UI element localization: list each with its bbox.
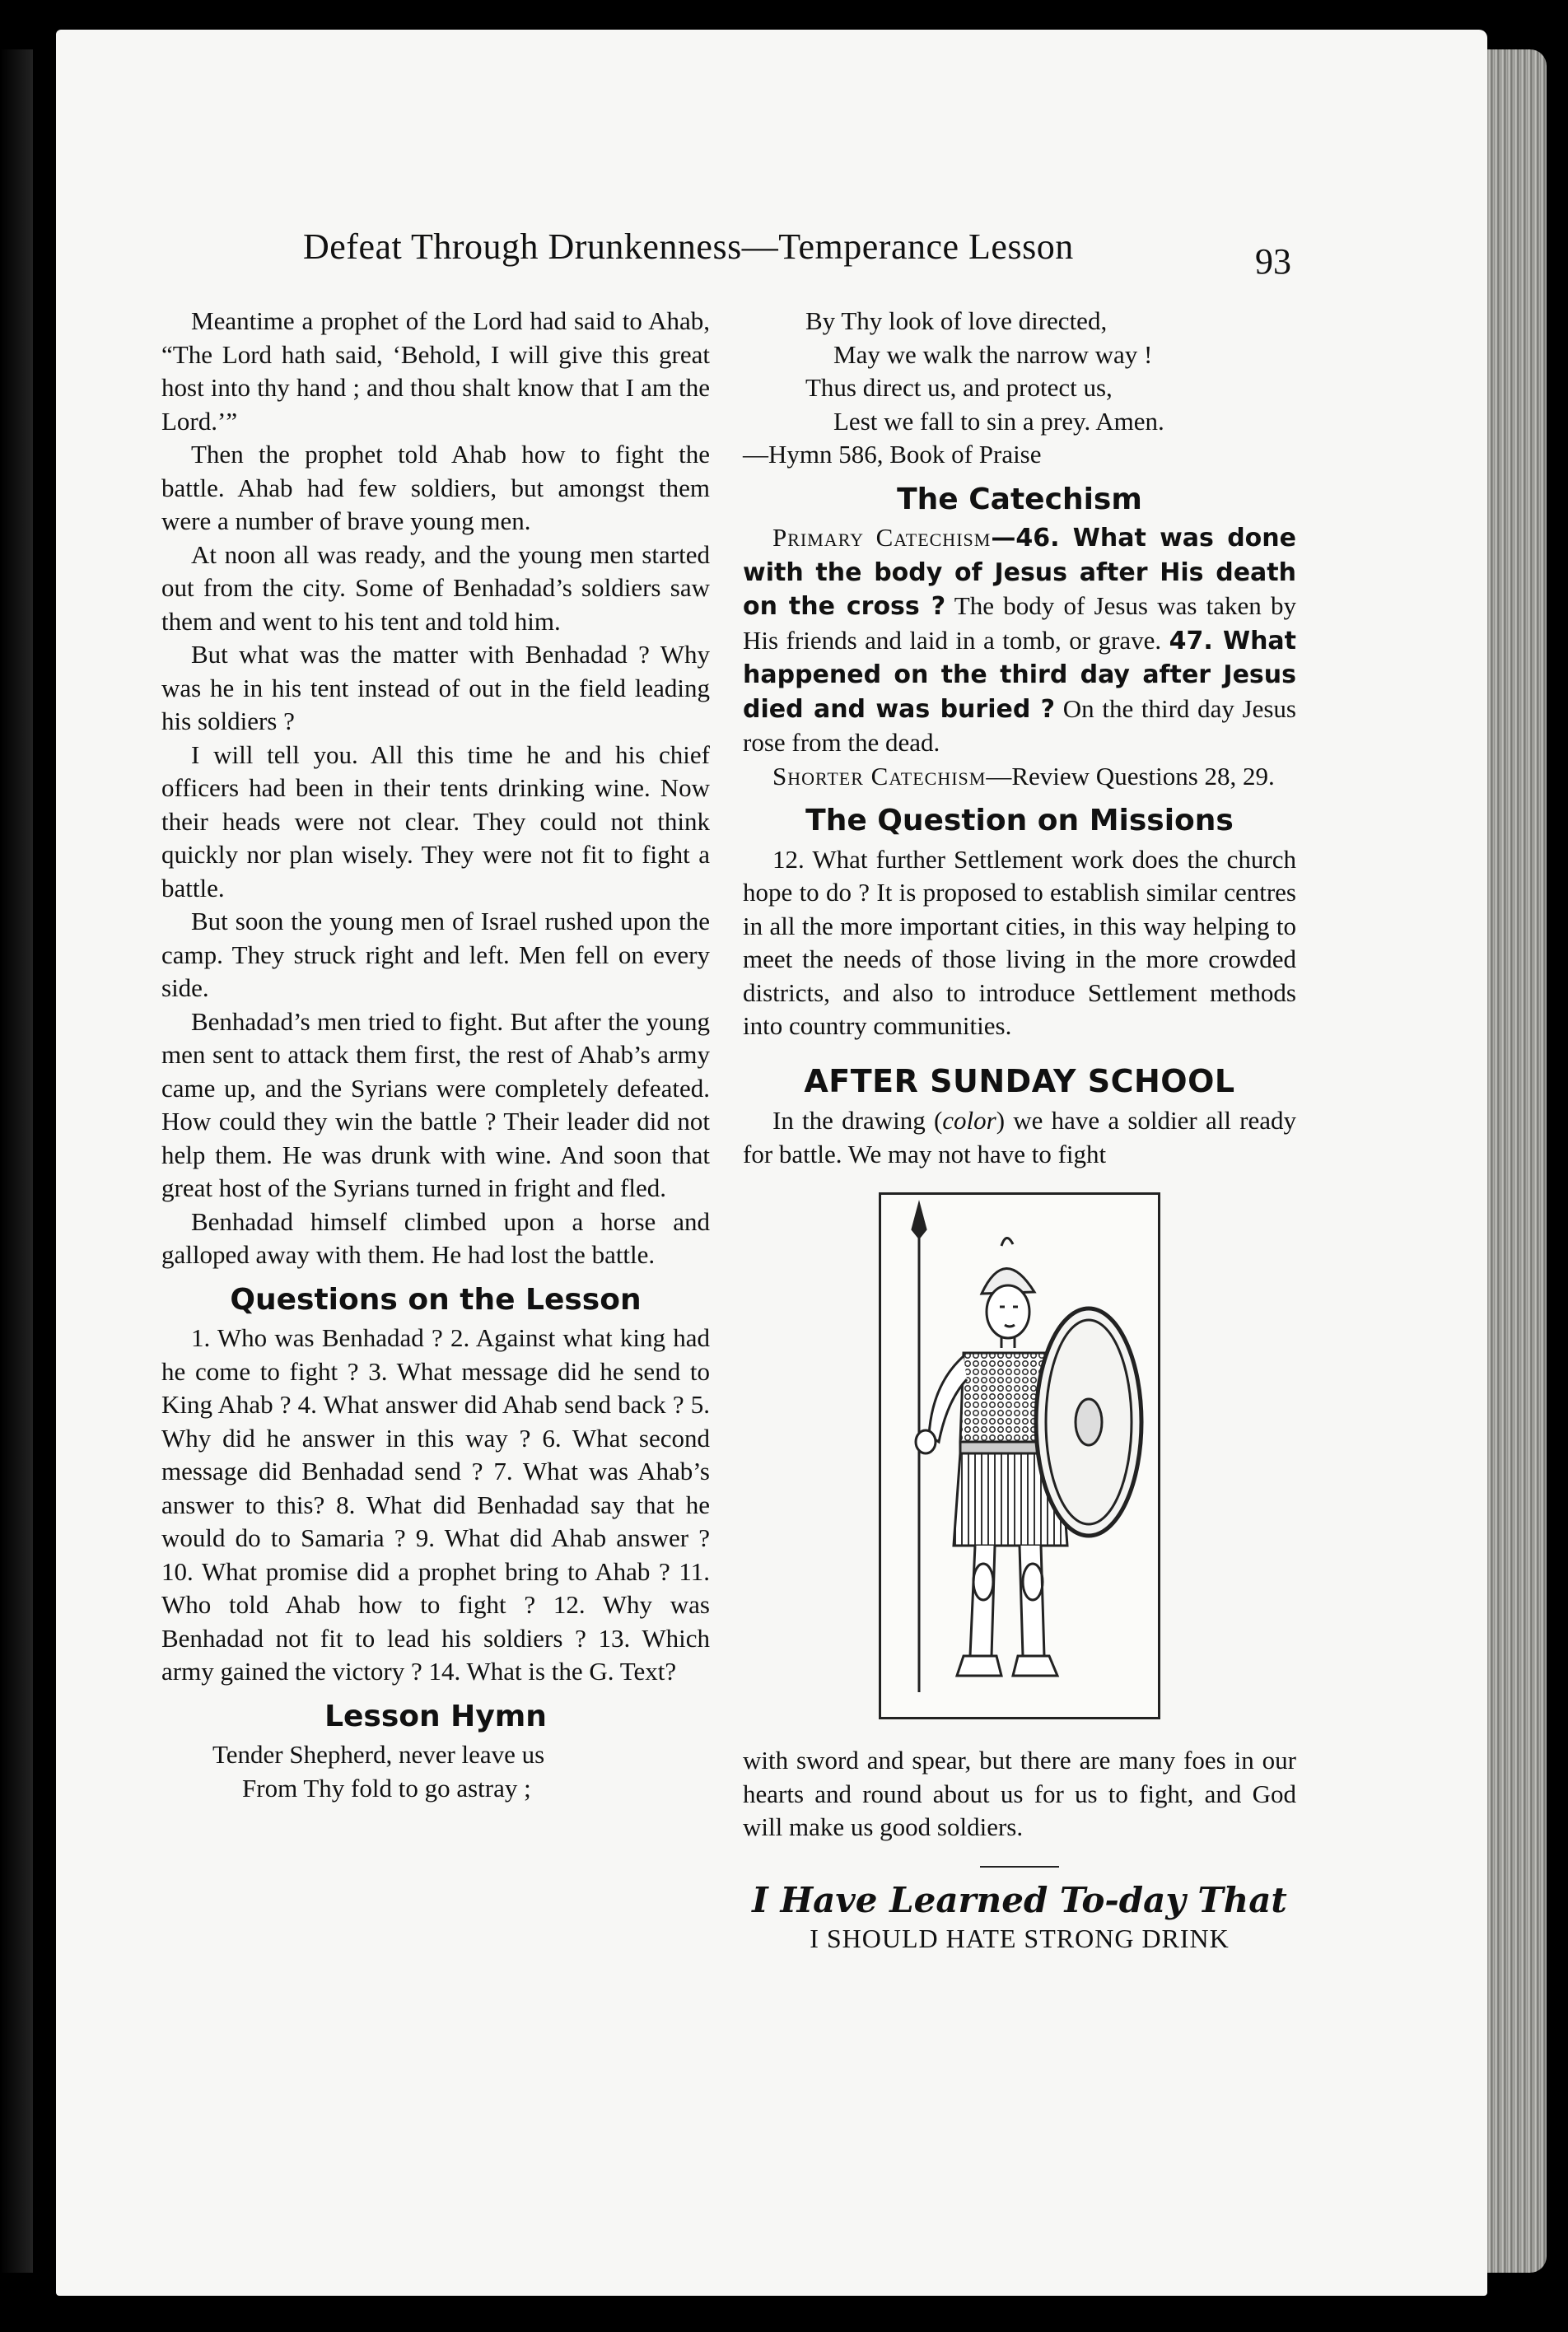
answer-47: On the third day Jesus rose from the dead. [743, 693, 1296, 757]
after-text-1 [743, 1104, 1296, 1171]
questions-heading: Questions on the Lesson [230, 1282, 642, 1317]
face [987, 1285, 1029, 1338]
running-header: Defeat Through Drunkenness—Temperance Lesson [303, 226, 1074, 267]
missions-heading: The Question on Missions [805, 804, 1234, 837]
story-paragraph: Benhadad himself climbed upon a horse and galloped away with them. He had lost the battle. [161, 1206, 710, 1269]
divider-rule [980, 1866, 1059, 1868]
shorter-catechism-text: —Review Questions 28, 29. [986, 761, 1275, 791]
page-stack-edge [1487, 49, 1547, 2273]
questions-text: 1. Who was Benhadad ? 2. Against what king had he come to fight ? 3. What message did he send to King Ahab ? 4. What answer did Ahab send back ? 5. Why did he answer in this way ? 6. What second message did Benhadad send ? 7. What was Ahab’s answer to this? 8. What did Benhadad say that he would do to Samaria ? 9. What did Ahab answer ? 10. What promise did a prophet bring to Ahab ? 11. Who told Ahab how to fight ? 12. Why was Benhadad not fit to lead his soldiers ? 13. Which army gained the victory ? 14. What is the G. Text? [161, 1323, 710, 1686]
spear-head [912, 1205, 926, 1238]
sandal [957, 1656, 1001, 1676]
hymn-line: Thus direct us, and protect us, [805, 373, 1113, 402]
left-column [161, 305, 710, 1805]
learned-statement: I SHOULD HATE STRONG DRINK [810, 1924, 1230, 1953]
soldier-illustration [879, 1192, 1160, 1719]
hymn-verse [161, 1738, 710, 1805]
hymn-line: Tender Shepherd, never leave us [212, 1740, 545, 1769]
story-paragraph: But what was the matter with Benhadad ? Why was he in his tent instead of out in the field leading his soldiers ? [161, 640, 710, 735]
hymn-line: Lest we fall to sin a prey. Amen. [833, 406, 1164, 436]
story-paragraph: At noon all was ready, and the young men started out from the city. Some of Benhadad’s soldiers saw them and went to his tent and told him. [161, 539, 710, 636]
shorter-catechism [743, 760, 1296, 794]
story-paragraph: I will tell you. All this time he and his chief officers had been in their tents drinking wine. Now their heads were not clear. They could not think quickly nor plan wisely. They were not fit to fight a battle. [161, 739, 710, 902]
missions-text: 12. What further Settlement work does the church hope to do ? It is proposed to establish similar centres in all the more important cities, in this way helping to meet the needs of those living in the more crowded districts, and also to introduce Settlement methods into country communities. [743, 844, 1296, 1040]
primary-catechism-label: Primary Catechism [772, 523, 992, 552]
primary-question: —46. What was done with the body of Jesus after His death on the cross ? [743, 524, 1296, 621]
color-word: color [942, 1106, 996, 1135]
hymn-line: From Thy fold to go astray ; [242, 1773, 531, 1803]
hymn-verse-continued [743, 305, 1296, 472]
page-number: 93 [1255, 241, 1291, 282]
story-paragraph: Benhadad’s men tried to fight. But after the young men sent to attack them first, the rest of Ahab’s army came up, and the Syrians were completely defeated. How could they win the battle ? Their leader did not help them. He was drunk with wine. And soon that great host of the Syrians turned in fright and fled. [161, 1006, 710, 1202]
primary-catechism [743, 521, 1296, 760]
catechism-heading: The Catechism [897, 482, 1142, 516]
helmet-crest [1001, 1238, 1013, 1246]
shorter-catechism-label: Shorter Catechism [772, 761, 987, 791]
after-text-2: with sword and spear, but there are many foes in our hearts and round about us for us to fight, and God will make us good soldiers. [743, 1746, 1296, 1841]
question-47: 47. What happened on the third day after Jesus died and was buried ? [743, 626, 1297, 724]
after-text-1-part: In the drawing ( [772, 1106, 943, 1135]
left-page-edge [0, 49, 33, 2273]
primary-answer: The body of Jesus was taken by His friends and laid in a tomb, or grave. [743, 591, 1296, 655]
after-sunday-school-heading: AFTER SUNDAY SCHOOL [804, 1062, 1235, 1099]
learned-heading: I Have Learned To-day That [752, 1879, 1287, 1920]
hymn-source: —Hymn 586, Book of Praise [743, 440, 1042, 469]
shield-boss [1076, 1399, 1102, 1445]
story-paragraph: Then the prophet told Ahab how to fight the battle. Ahab had few soldiers, but amongst them were a number of brave young men. [161, 440, 710, 535]
lesson-hymn-heading: Lesson Hymn [324, 1699, 547, 1733]
hymn-line: May we walk the narrow way ! [833, 339, 1153, 369]
after-text-1-part: ) we have a soldier all ready for battle. We may not have to fight [743, 1106, 1296, 1168]
hymn-line: By Thy look of love directed, [805, 306, 1108, 335]
story-paragraph: But soon the young men of Israel rushed upon the camp. They struck right and left. Men fell on every side. [161, 907, 710, 1002]
soldier-drawing [881, 1195, 1158, 1717]
sandal [1013, 1656, 1057, 1676]
story-paragraph: Meantime a prophet of the Lord had said to Ahab, “The Lord hath said, ‘Behold, I will give this great host into thy hand ; and thou shalt know that I am the Lord.’” [161, 306, 710, 436]
right-column [743, 305, 1296, 1956]
